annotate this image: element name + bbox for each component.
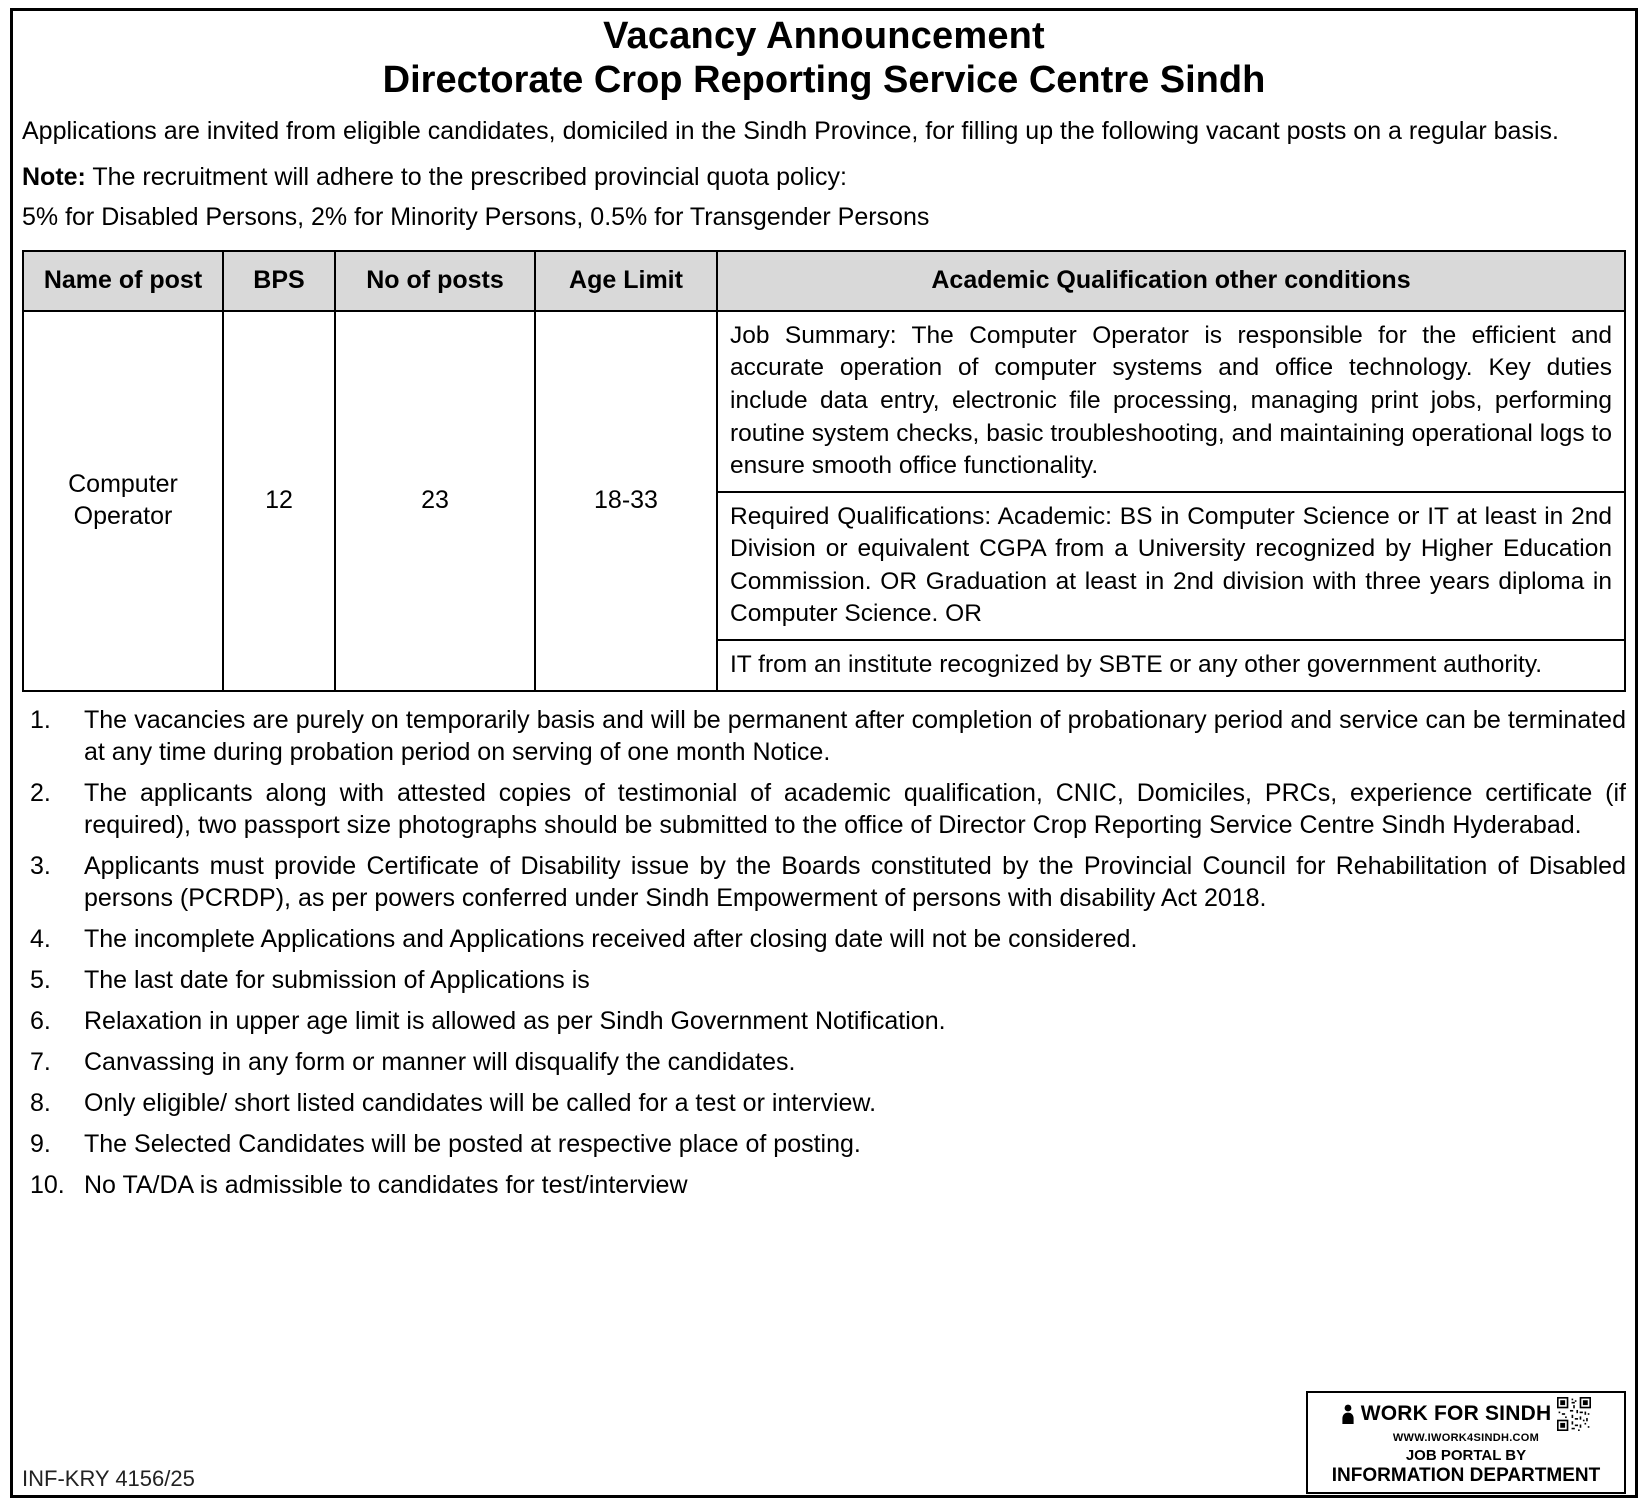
quota-line: 5% for Disabled Persons, 2% for Minority Persons, 0.5% for Transgender Persons — [22, 203, 930, 232]
page-footer — [22, 1404, 1626, 1494]
list-item — [22, 777, 1626, 841]
qualification-required: Required Qualifications: Academic: BS in Computer Science or IT at least in 2nd Division or equivalent CGPA from a University recognized by Higher Education Commission. OR Graduation at least in 2nd division with three years diploma in Computer Science. OR — [718, 491, 1624, 639]
list-item-text: Only eligible/ short listed candidates will be called for a test or interview. — [84, 1088, 877, 1117]
badge-title: WORK FOR SINDH — [1360, 1402, 1552, 1425]
table-header — [23, 251, 1625, 311]
note-line — [22, 161, 1626, 194]
content-area — [22, 16, 1626, 1498]
list-item — [22, 1046, 1626, 1078]
list-item-text: The Selected Candidates will be posted at respective place of posting. — [84, 1129, 861, 1158]
page-title: Vacancy Announcement — [603, 15, 1045, 57]
cell-qualification — [717, 311, 1625, 691]
list-item-text: The last date for submission of Applications is — [84, 965, 590, 994]
cell-age-limit: 18-33 — [535, 311, 717, 691]
list-item-text: No TA/DA is admissible to candidates for test/interview — [84, 1170, 688, 1199]
column-header-academic-qualification: Academic Qualification other conditions — [717, 251, 1625, 311]
list-item-number: 4. — [30, 924, 51, 953]
table-row — [23, 311, 1625, 691]
page-subtitle: Directorate Crop Reporting Service Centre Sindh — [382, 59, 1266, 102]
cell-post-name: Computer Operator — [23, 311, 223, 691]
list-item-number: 1. — [30, 705, 51, 734]
list-item-number: 6. — [30, 1006, 51, 1035]
column-header-name-of-post: Name of post — [23, 251, 223, 311]
list-item — [22, 850, 1626, 914]
list-item-text: The incomplete Applications and Applications received after closing date will not be considered. — [84, 924, 1138, 953]
list-item-text: Canvassing in any form or manner will disqualify the candidates. — [84, 1047, 796, 1076]
table-body — [23, 311, 1625, 691]
list-item — [22, 704, 1626, 768]
qr-code-icon — [1557, 1397, 1591, 1431]
badge-top-row — [1314, 1397, 1618, 1431]
list-item-number: 5. — [30, 965, 51, 994]
inf-reference-code: INF-KRY 4156/25 — [22, 1466, 195, 1491]
list-item — [22, 964, 1626, 996]
list-item — [22, 1128, 1626, 1160]
list-item-text: The applicants along with attested copies of testimonial of academic qualification, CNIC, Domiciles, PRCs, experience certificate (if required), two passport size photographs should be submitted to the office of Director Crop Reporting Service Centre Sindh Hyderabad. — [84, 778, 1626, 839]
list-item-number: 10. — [30, 1170, 65, 1199]
list-item-number: 8. — [30, 1088, 51, 1117]
vacancy-table — [22, 250, 1626, 692]
list-item-number: 3. — [30, 851, 51, 880]
note-text: The recruitment will adhere to the prescribed provincial quota policy: — [85, 162, 847, 191]
conditions-list — [22, 704, 1626, 1201]
iwork-sindh-badge — [1306, 1391, 1626, 1494]
cell-no-of-posts: 23 — [335, 311, 535, 691]
column-header-age-limit: Age Limit — [535, 251, 717, 311]
badge-department: INFORMATION DEPARTMENT — [1331, 1465, 1601, 1486]
list-item-text: The vacancies are purely on temporarily basis and will be permanent after completion of probationary period and service can be terminated at any time during probation period on serving of one month Notice. — [84, 705, 1626, 766]
list-item-number: 2. — [30, 778, 51, 807]
list-item-number: 9. — [30, 1129, 51, 1158]
list-item-number: 7. — [30, 1047, 51, 1076]
person-icon — [1341, 1404, 1355, 1424]
intro-paragraph: Applications are invited from eligible candidates, domiciled in the Sindh Province, for filling up the following vacant posts on a regular basis. — [22, 116, 1559, 145]
list-item — [22, 1169, 1626, 1201]
list-item-text: Relaxation in upper age limit is allowed as per Sindh Government Notification. — [84, 1006, 946, 1035]
list-item — [22, 923, 1626, 955]
qualification-job-summary: Job Summary: The Computer Operator is responsible for the efficient and accurate operation of computer systems and office technology. Key duties include data entry, electronic file processing, managing print jobs, performing routine system checks, basic troubleshooting, and maintaining operational logs to ensure smooth office functionality. — [730, 321, 1612, 480]
list-item-text: Applicants must provide Certificate of Disability issue by the Boards constituted by the Provincial Council for Rehabilitation of Disabled persons (PCRDP), as per powers conferred under Sindh Empowerment of persons with disability Act 2018. — [84, 851, 1626, 912]
column-header-no-of-posts: No of posts — [335, 251, 535, 311]
list-item — [22, 1005, 1626, 1037]
column-header-bps: BPS — [223, 251, 335, 311]
note-label: Note: — [22, 162, 86, 191]
badge-subtitle: JOB PORTAL BY — [1405, 1447, 1527, 1464]
list-item — [22, 1087, 1626, 1119]
cell-bps: 12 — [223, 311, 335, 691]
qualification-alternate: IT from an institute recognized by SBTE or any other government authority. — [718, 639, 1624, 690]
table-header-row — [23, 251, 1625, 311]
badge-url: WWW.IWORK4SINDH.COM — [1392, 1432, 1540, 1444]
